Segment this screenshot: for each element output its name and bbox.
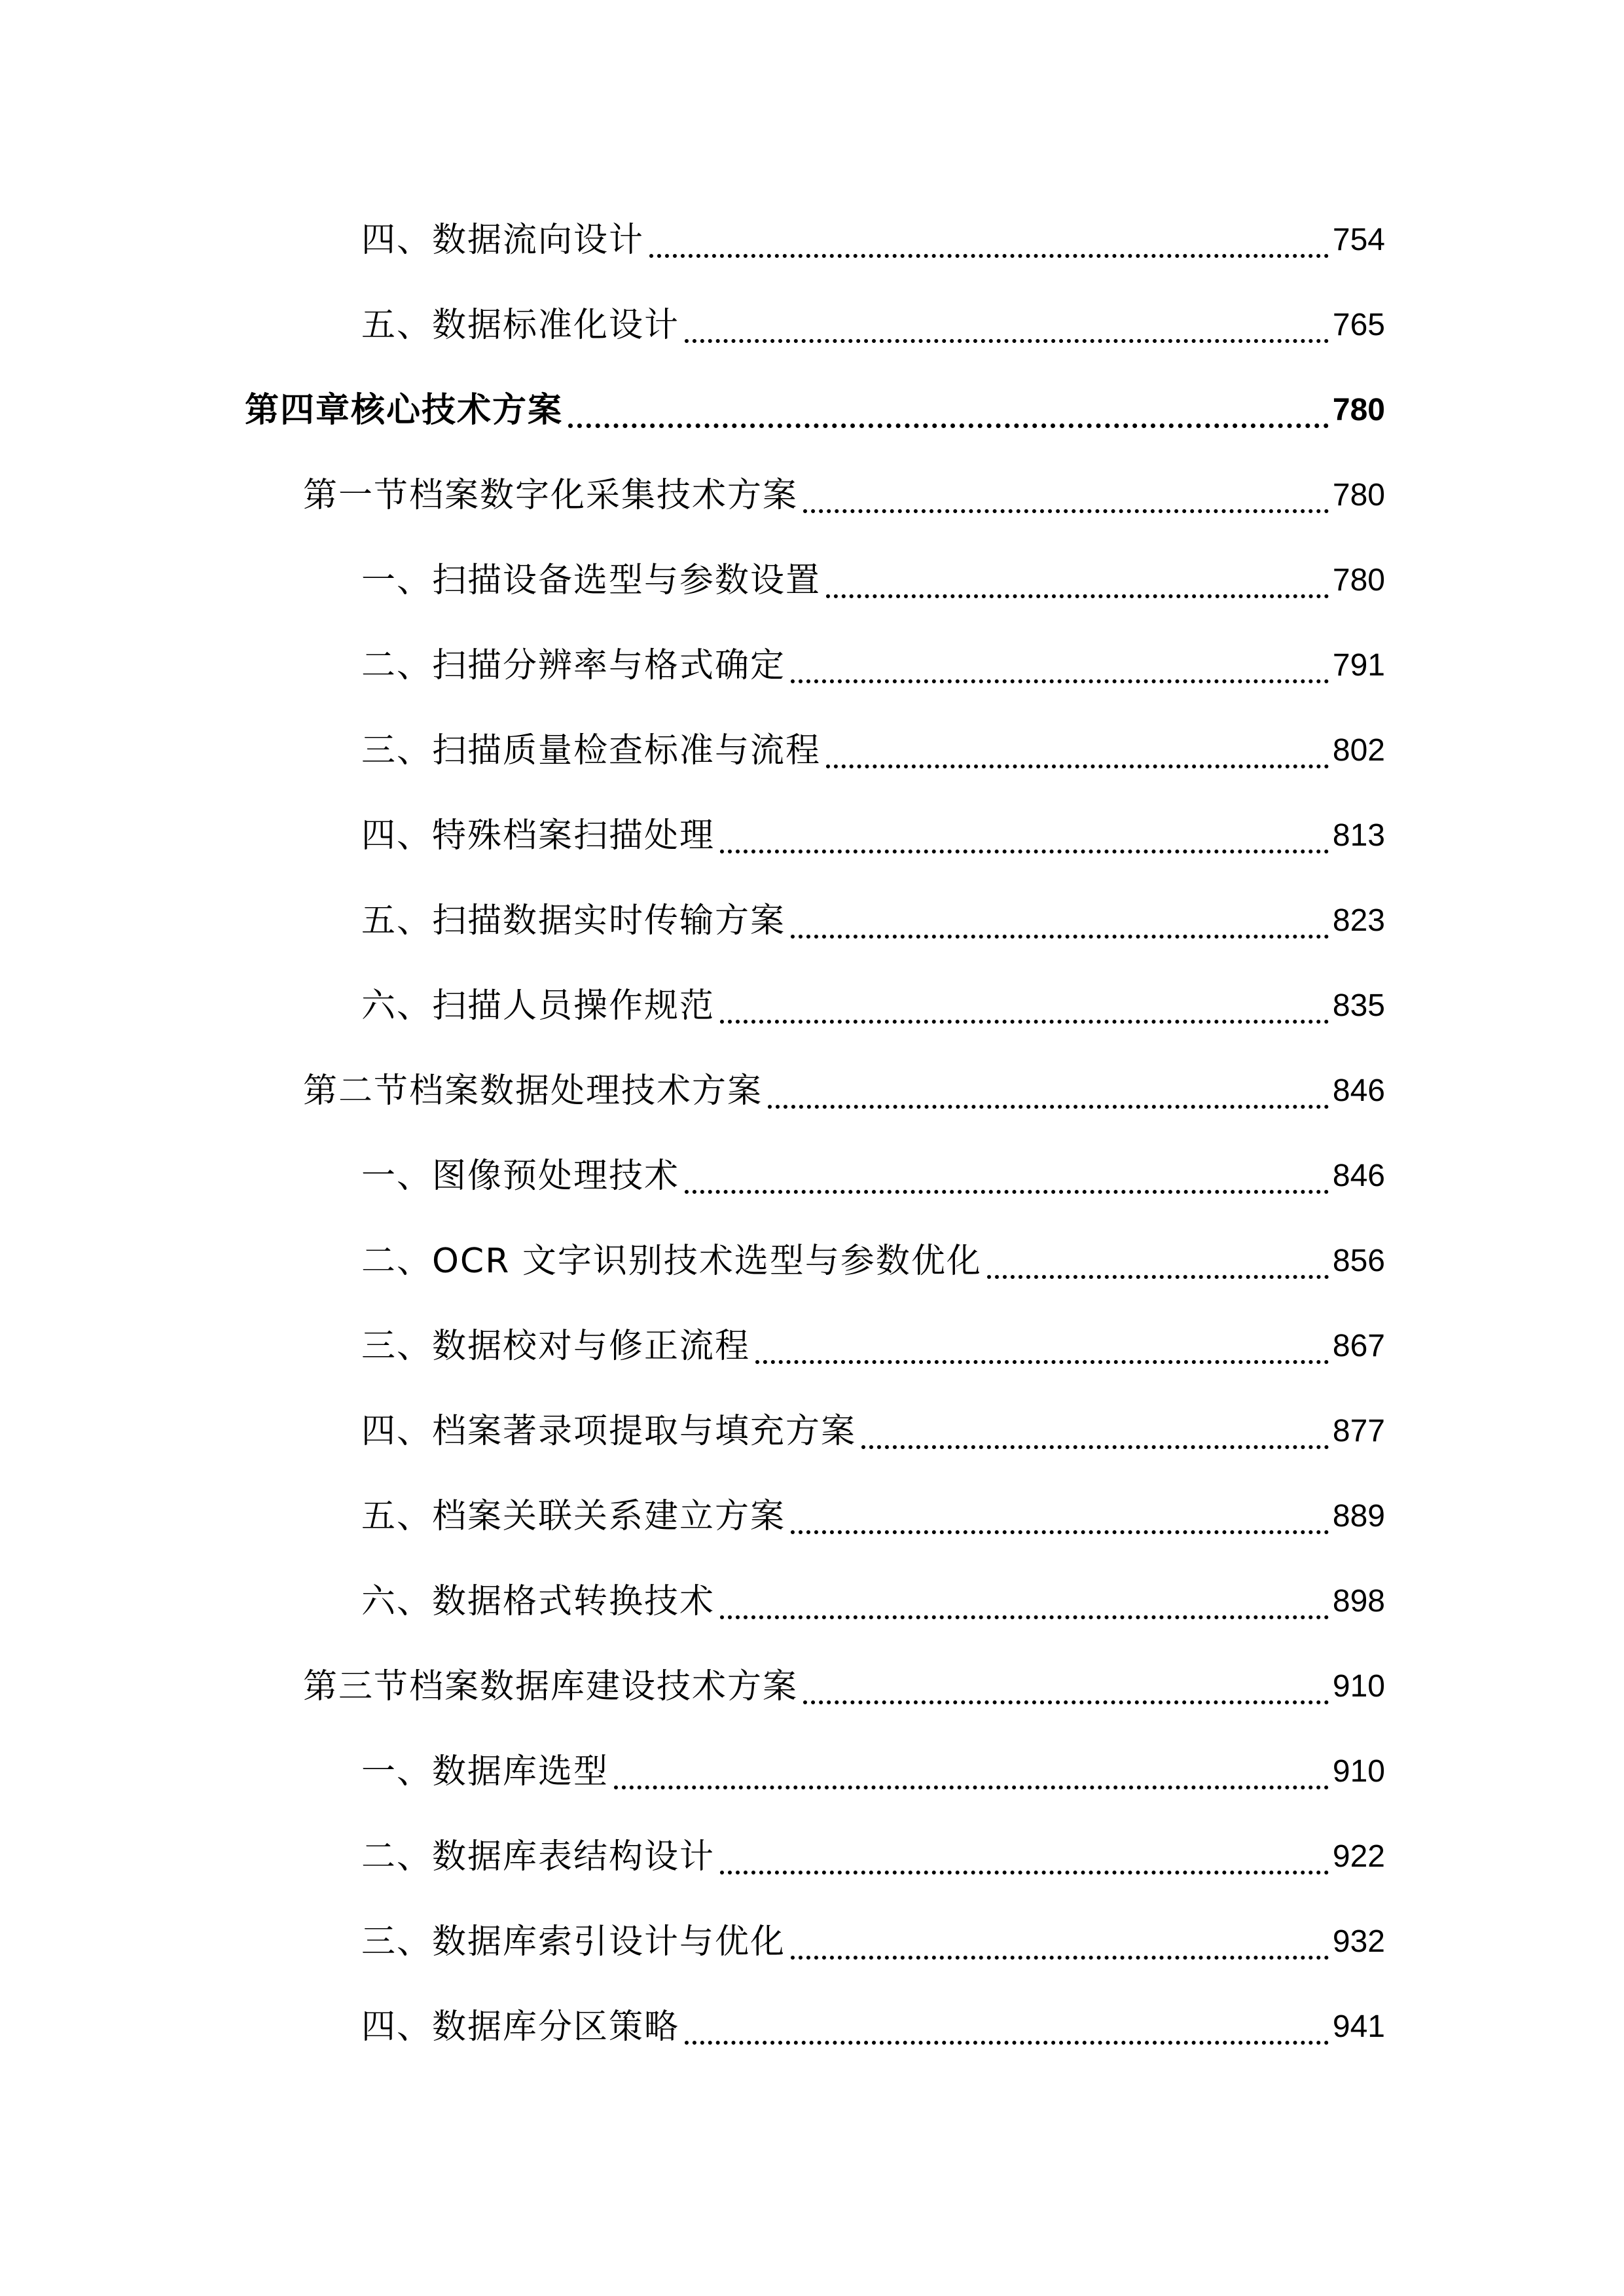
toc-page-number: 932 xyxy=(1332,1924,1385,1959)
toc-entry-item[interactable] xyxy=(361,551,1385,610)
toc-entry-item[interactable] xyxy=(361,296,1385,355)
dot-leader xyxy=(791,1956,1329,1960)
dot-leader xyxy=(720,1020,1329,1024)
toc-entry-item[interactable] xyxy=(361,1572,1385,1631)
toc-entry-title: 五、数据标准化设计 xyxy=(361,306,680,345)
dot-leader xyxy=(720,1615,1329,1619)
toc-entry-title: 三、扫描质量检查标准与流程 xyxy=(361,731,821,770)
toc-page-number: 802 xyxy=(1332,733,1385,768)
toc-entry-item[interactable] xyxy=(361,1827,1385,1886)
dot-leader xyxy=(803,1700,1329,1704)
toc-entry-item[interactable] xyxy=(361,1147,1385,1206)
dot-leader xyxy=(755,1360,1329,1364)
toc-entry-title: 四、档案著录项提取与填充方案 xyxy=(361,1412,857,1451)
toc-page-number: 846 xyxy=(1332,1073,1385,1108)
toc-entry-item[interactable] xyxy=(361,1487,1385,1546)
toc-entry-item[interactable] xyxy=(361,211,1385,270)
toc-entry-item[interactable] xyxy=(361,1742,1385,1801)
dot-leader xyxy=(614,1785,1329,1789)
toc-page-number: 889 xyxy=(1332,1499,1385,1534)
toc-page-number: 813 xyxy=(1332,818,1385,853)
toc-entry-item[interactable] xyxy=(361,1402,1385,1461)
dot-leader xyxy=(791,935,1329,939)
dot-leader xyxy=(568,423,1329,428)
dot-leader xyxy=(826,594,1329,598)
toc-page-number: 780 xyxy=(1332,563,1385,598)
dot-leader xyxy=(826,764,1329,768)
dot-leader xyxy=(987,1275,1329,1279)
dot-leader xyxy=(791,679,1329,683)
toc-entry-title: 第三节档案数据库建设技术方案 xyxy=(303,1667,799,1706)
toc-page-number: 910 xyxy=(1332,1669,1385,1704)
toc-entry-item[interactable] xyxy=(361,977,1385,1035)
toc-entry-item[interactable] xyxy=(361,721,1385,780)
toc-entry-title: 二、数据库表结构设计 xyxy=(361,1837,715,1876)
toc-page-number: 941 xyxy=(1332,2009,1385,2044)
dot-leader xyxy=(768,1105,1329,1109)
dot-leader xyxy=(720,850,1329,853)
toc-entry-title: 四、数据库分区策略 xyxy=(361,2007,680,2047)
toc-page-number: 846 xyxy=(1332,1158,1385,1193)
toc-entry-item[interactable] xyxy=(361,1317,1385,1376)
toc-page-number: 765 xyxy=(1332,308,1385,342)
toc-entry-section[interactable] xyxy=(303,1062,1385,1121)
toc-entry-item[interactable] xyxy=(361,1912,1385,1971)
toc-page-number: 823 xyxy=(1332,903,1385,938)
toc-entry-title: 三、数据库索引设计与优化 xyxy=(361,1922,786,1962)
toc-entry-title: 一、图像预处理技术 xyxy=(361,1157,680,1196)
toc-entry-title: 一、扫描设备选型与参数设置 xyxy=(361,561,821,600)
toc-page-number: 780 xyxy=(1332,393,1385,427)
toc-page-number: 867 xyxy=(1332,1329,1385,1363)
toc-page-number: 877 xyxy=(1332,1414,1385,1448)
toc-entry-item[interactable] xyxy=(361,636,1385,695)
toc-page-number: 791 xyxy=(1332,648,1385,683)
dot-leader xyxy=(803,509,1329,513)
toc-page-number: 780 xyxy=(1332,478,1385,512)
toc-entry-title: 五、档案关联关系建立方案 xyxy=(361,1497,786,1536)
toc-entry-chapter[interactable] xyxy=(245,381,1385,440)
toc-entry-title: 六、扫描人员操作规范 xyxy=(361,986,715,1026)
toc-entry-title: 二、OCR 文字识别技术选型与参数优化 xyxy=(361,1242,982,1281)
toc-entry-title: 一、数据库选型 xyxy=(361,1752,609,1791)
toc-entry-title: 五、扫描数据实时传输方案 xyxy=(361,901,786,941)
toc-page-number: 910 xyxy=(1332,1754,1385,1789)
toc-entry-item[interactable] xyxy=(361,891,1385,950)
dot-leader xyxy=(685,2041,1329,2045)
toc-entry-item[interactable] xyxy=(361,806,1385,865)
dot-leader xyxy=(720,1871,1329,1874)
toc-entry-section[interactable] xyxy=(303,1657,1385,1716)
toc-entry-title: 第二节档案数据处理技术方案 xyxy=(303,1071,763,1111)
dot-leader xyxy=(861,1445,1329,1449)
toc-entry-title: 二、扫描分辨率与格式确定 xyxy=(361,646,786,685)
toc-entry-title: 四、数据流向设计 xyxy=(361,221,645,260)
toc-entry-section[interactable] xyxy=(303,466,1385,525)
toc-entry-item[interactable] xyxy=(361,1232,1385,1291)
toc-page-number: 835 xyxy=(1332,988,1385,1023)
toc-page-number: 898 xyxy=(1332,1584,1385,1619)
toc-entry-title: 六、数据格式转换技术 xyxy=(361,1582,715,1621)
toc-entry-title: 四、特殊档案扫描处理 xyxy=(361,816,715,855)
toc-entry-title: 第四章核心技术方案 xyxy=(245,391,564,430)
toc-entry-item[interactable] xyxy=(361,1998,1385,2056)
dot-leader xyxy=(649,254,1329,258)
toc-entry-title: 第一节档案数字化采集技术方案 xyxy=(303,476,799,515)
toc-entry-title: 三、数据校对与修正流程 xyxy=(361,1327,751,1366)
toc-page-number: 856 xyxy=(1332,1244,1385,1278)
dot-leader xyxy=(791,1530,1329,1534)
dot-leader xyxy=(685,339,1329,343)
toc-page-number: 922 xyxy=(1332,1839,1385,1874)
toc-page-number: 754 xyxy=(1332,223,1385,257)
dot-leader xyxy=(685,1190,1329,1194)
